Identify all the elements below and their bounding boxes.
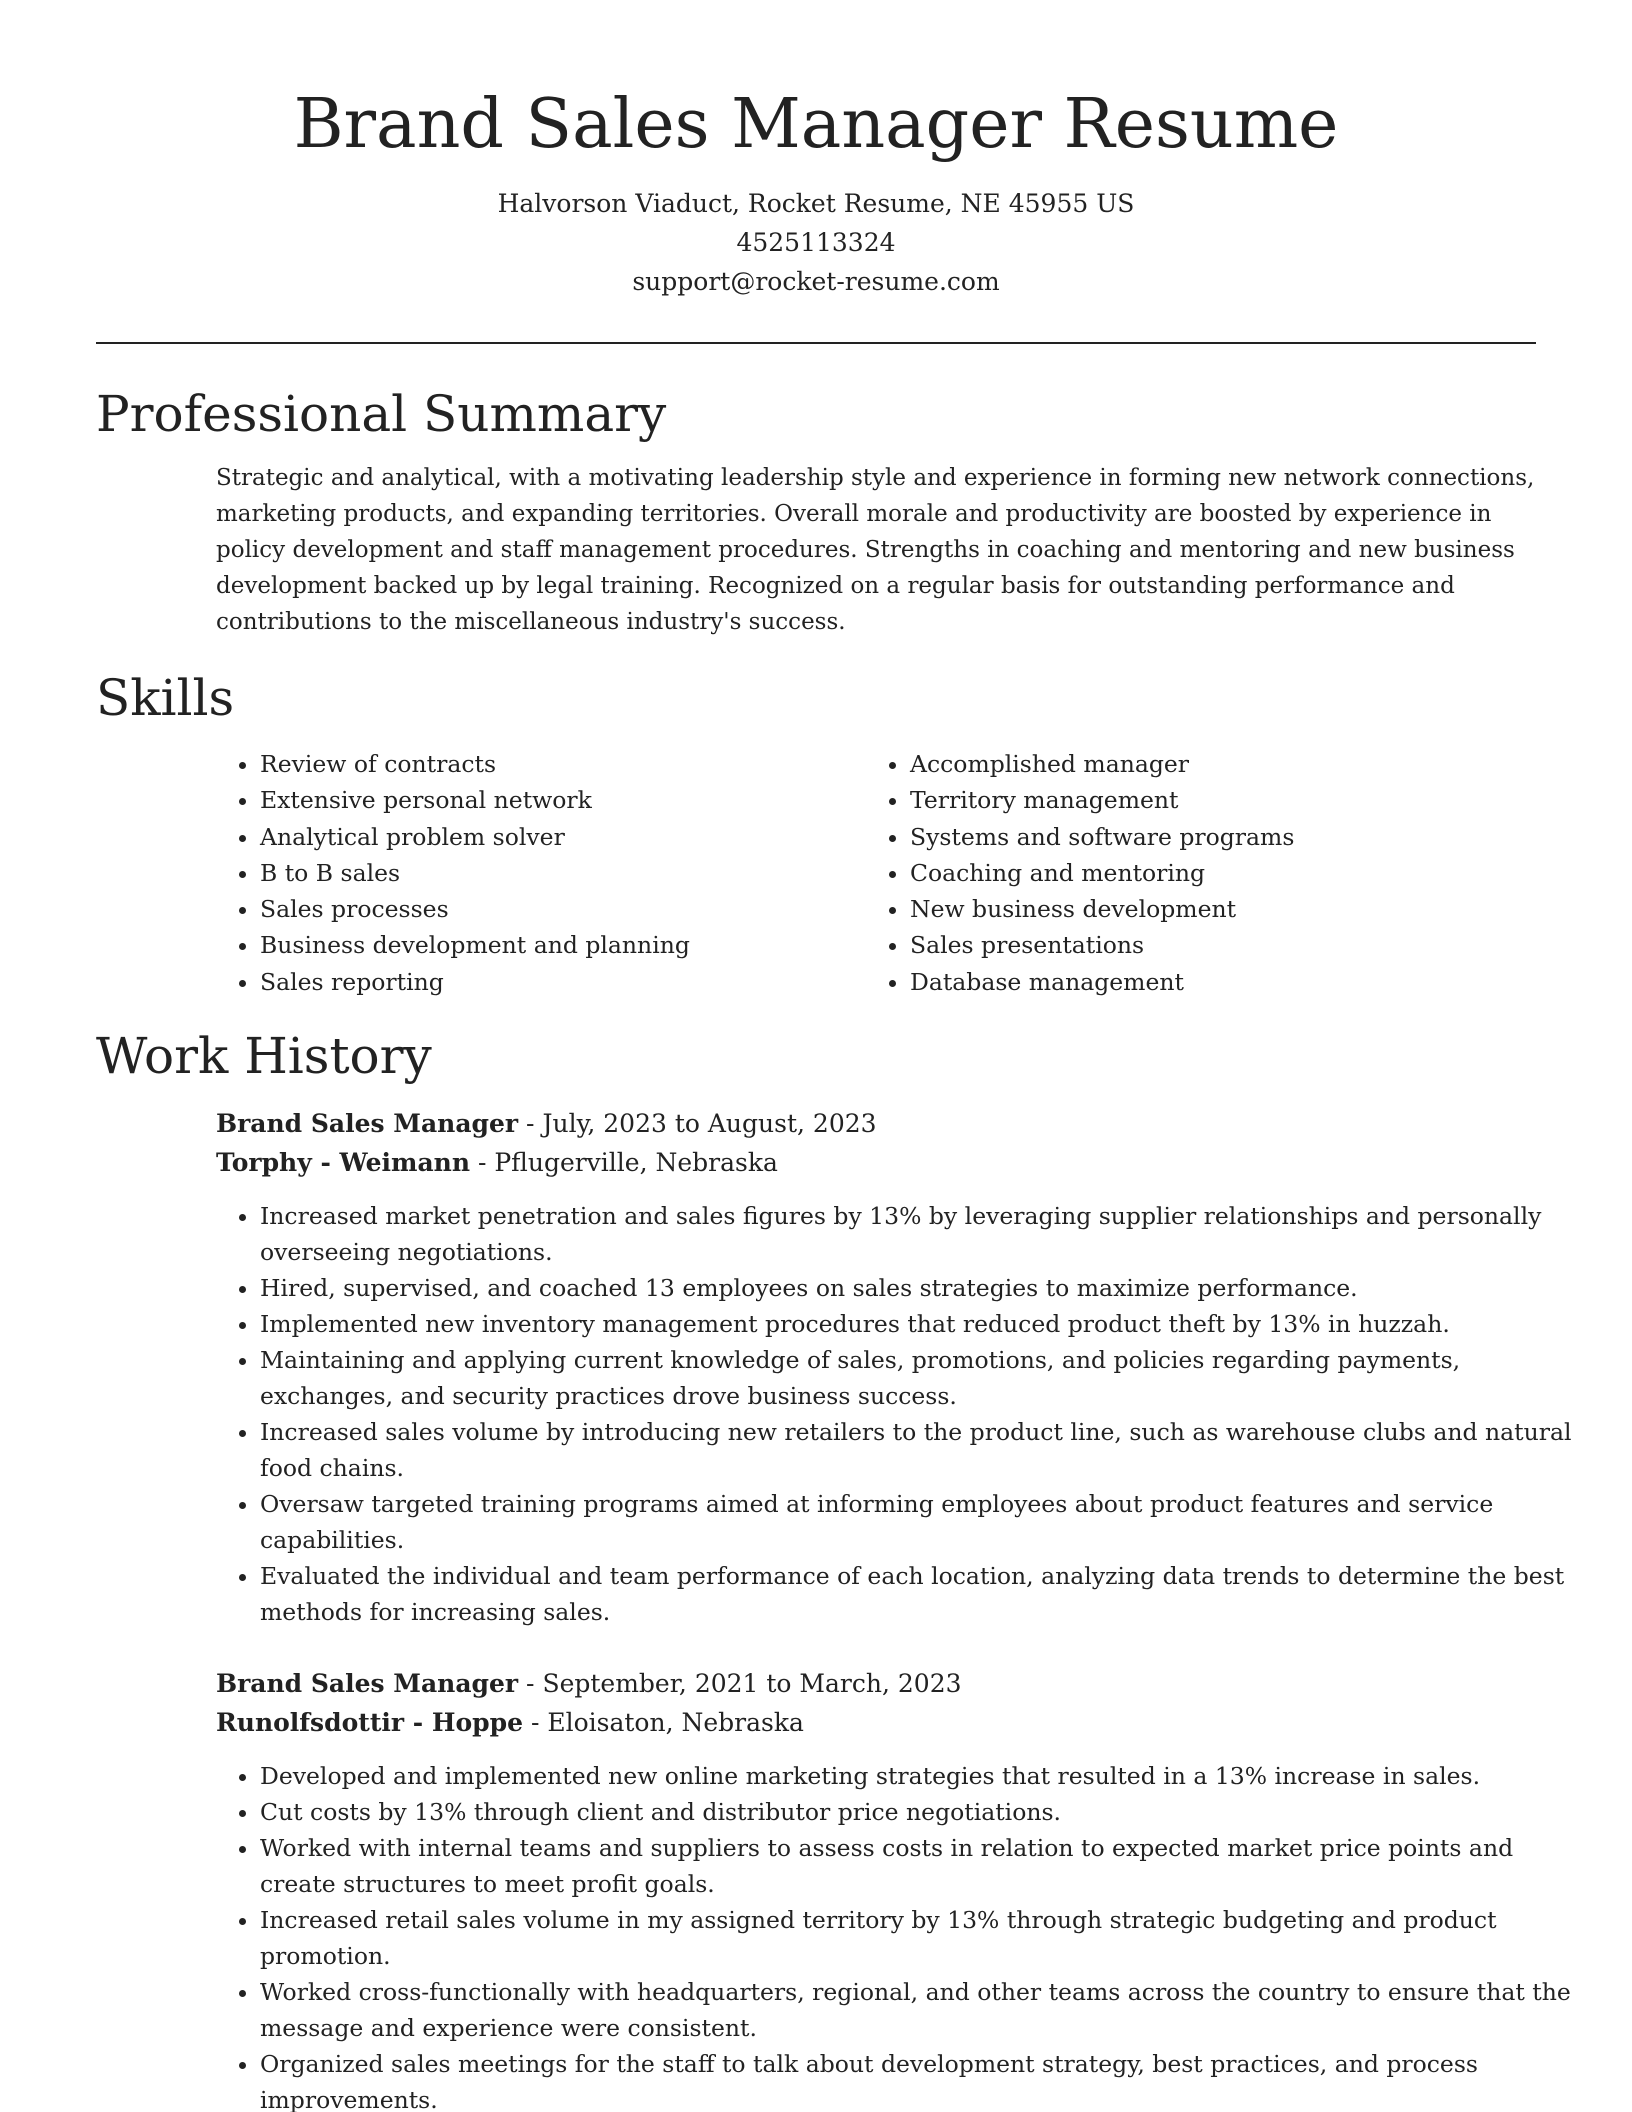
job-title-line bbox=[216, 1104, 877, 1143]
skills-list-right bbox=[866, 746, 1550, 1000]
job-location: - Pflugerville, Nebraska bbox=[470, 1148, 778, 1177]
list-item: • Implemented new inventory management procedures that reduced product theft by 13% in huzzah. bbox=[260, 1306, 1580, 1342]
list-item: • Hired, supervised, and coached 13 employees on sales strategies to maximize performance. bbox=[260, 1270, 1580, 1306]
skill-item: • Sales presentations bbox=[910, 927, 1550, 963]
job-bullets bbox=[216, 1758, 1580, 2112]
job-title-line bbox=[216, 1664, 962, 1703]
work-history-heading: Work History bbox=[96, 1027, 432, 1085]
contact-info bbox=[0, 184, 1632, 301]
job-title: Brand Sales Manager bbox=[216, 1669, 519, 1698]
skills-heading: Skills bbox=[96, 669, 235, 727]
skill-item: • Coaching and mentoring bbox=[910, 855, 1550, 891]
company-line bbox=[216, 1703, 962, 1742]
list-item: • Oversaw targeted training programs aimed at informing employees about product features and service capabilities. bbox=[260, 1486, 1580, 1558]
company-name: Runolfsdottir - Hoppe bbox=[216, 1708, 523, 1737]
job-location: - Eloisaton, Nebraska bbox=[523, 1708, 804, 1737]
skill-item: • Review of contracts bbox=[260, 746, 860, 782]
skill-item: • New business development bbox=[910, 891, 1550, 927]
skill-item: • B to B sales bbox=[260, 855, 860, 891]
job-dates: - September, 2021 to March, 2023 bbox=[518, 1669, 962, 1698]
job-header bbox=[216, 1104, 877, 1182]
list-item: • Increased market penetration and sales figures by 13% by leveraging supplier relationships and personally overseeing negotiations. bbox=[260, 1198, 1580, 1270]
skills-list-left bbox=[216, 746, 860, 1000]
document-title: Brand Sales Manager Resume bbox=[293, 85, 1339, 164]
skill-item: • Extensive personal network bbox=[260, 782, 860, 818]
skill-item: • Territory management bbox=[910, 782, 1550, 818]
resume-header bbox=[0, 80, 1632, 301]
list-item: • Maintaining and applying current knowledge of sales, promotions, and policies regarding payments, exchanges, and security practices drove business success. bbox=[260, 1342, 1580, 1414]
email-address: support@rocket-resume.com bbox=[632, 267, 1000, 296]
header-divider bbox=[96, 342, 1536, 344]
list-item: • Increased sales volume by introducing new retailers to the product line, such as warehouse clubs and natural food chains. bbox=[260, 1414, 1580, 1486]
company-line bbox=[216, 1143, 877, 1182]
skill-item: • Sales reporting bbox=[260, 964, 860, 1000]
job-header bbox=[216, 1664, 962, 1742]
summary-text: Strategic and analytical, with a motivating leadership style and experience in forming new network connections, marketing products, and expanding territories. Overall morale and productivity are boosted by experience in policy development and staff management procedures. Strengths in coaching and mentoring and new business development backed up by legal training. Recognized on a regular basis for outstanding performance and contributions to the miscellaneous industry's success. bbox=[216, 465, 1535, 635]
phone-number: 4525113324 bbox=[736, 228, 896, 257]
list-item: • Worked with internal teams and suppliers to assess costs in relation to expected market price points and create structures to meet profit goals. bbox=[260, 1830, 1580, 1902]
job-title: Brand Sales Manager bbox=[216, 1109, 519, 1138]
job-dates: - July, 2023 to August, 2023 bbox=[518, 1109, 877, 1138]
skill-item: • Systems and software programs bbox=[910, 819, 1550, 855]
list-item: • Increased retail sales volume in my assigned territory by 13% through strategic budgeting and product promotion. bbox=[260, 1902, 1580, 1974]
list-item: • Worked cross-functionally with headquarters, regional, and other teams across the country to ensure that the message and experience were consistent. bbox=[260, 1974, 1580, 2046]
company-name: Torphy - Weimann bbox=[216, 1148, 470, 1177]
list-item: • Developed and implemented new online marketing strategies that resulted in a 13% increase in sales. bbox=[260, 1758, 1580, 1794]
job-bullets bbox=[216, 1198, 1580, 1630]
skill-item: • Accomplished manager bbox=[910, 746, 1550, 782]
list-item: • Cut costs by 13% through client and distributor price negotiations. bbox=[260, 1794, 1580, 1830]
address: Halvorson Viaduct, Rocket Resume, NE 45955 US bbox=[497, 189, 1135, 218]
skill-item: • Database management bbox=[910, 964, 1550, 1000]
list-item: • Evaluated the individual and team performance of each location, analyzing data trends to determine the best methods for increasing sales. bbox=[260, 1558, 1580, 1630]
summary-heading: Professional Summary bbox=[96, 385, 667, 443]
skill-item: • Analytical problem solver bbox=[260, 819, 860, 855]
list-item: • Organized sales meetings for the staff to talk about development strategy, best practices, and process improvements. bbox=[260, 2046, 1580, 2112]
skill-item: • Sales processes bbox=[260, 891, 860, 927]
skill-item: • Business development and planning bbox=[260, 927, 860, 963]
